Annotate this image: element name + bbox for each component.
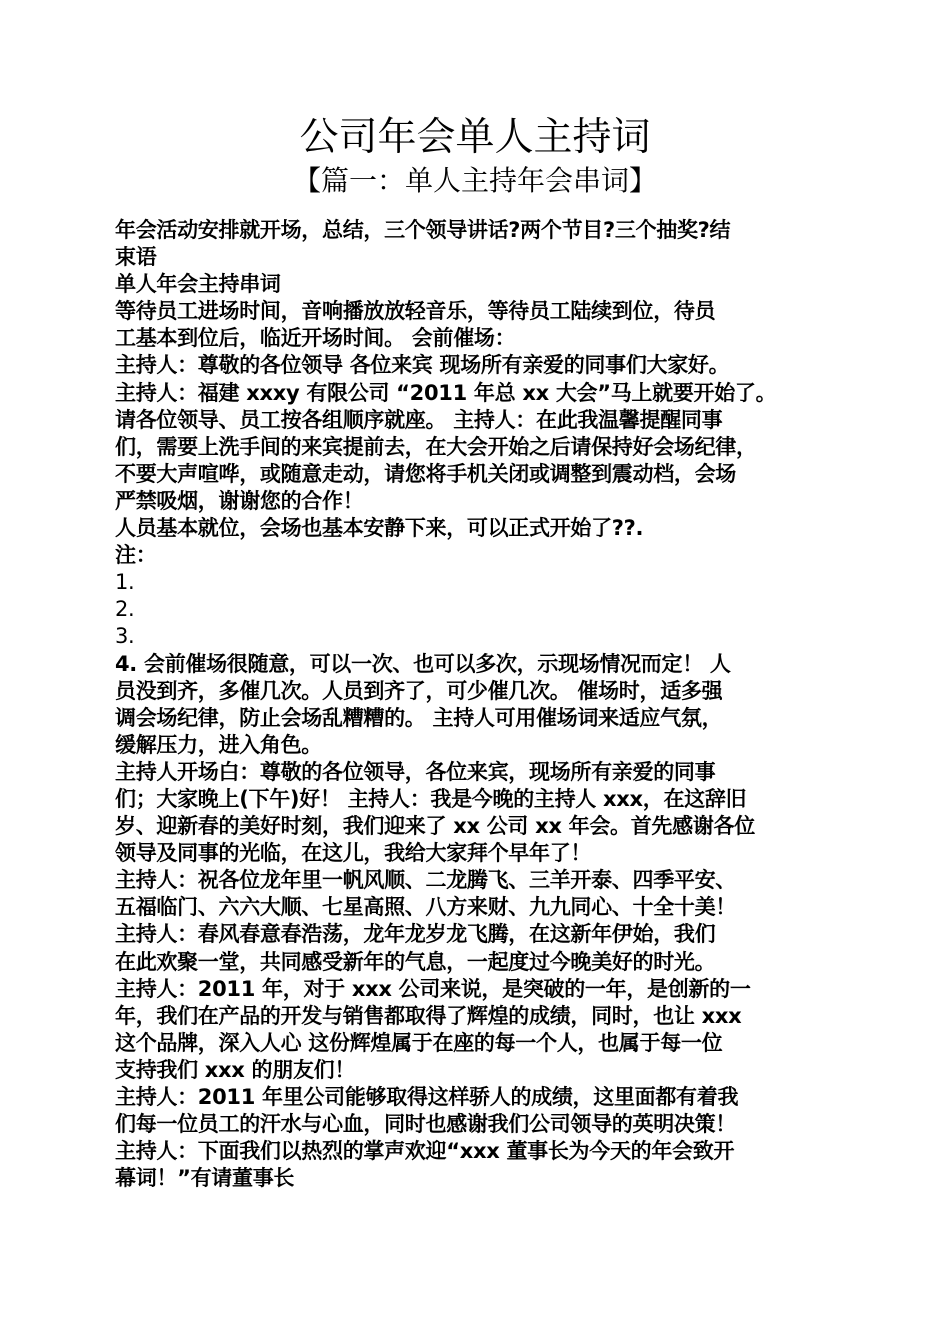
body-line: 主持人开场白：尊敬的各位领导，各位来宾，现场所有亲爱的同事 — [115, 759, 716, 784]
body-line: 束语 — [115, 245, 157, 270]
document-subtitle: 【篇一：单人主持年会串词】 — [292, 164, 657, 197]
body-line: 年会活动安排就开场，总结，三个领导讲话?两个节目?三个抽奖?结 — [115, 218, 731, 242]
body-line: 工基本到位后，临近开场时间。 会前催场： — [115, 326, 516, 351]
body-line: 岁、迎新春的美好时刻，我们迎来了 xx 公司 xx 年会。首先感谢各位 — [115, 814, 755, 839]
body-line: 缓解压力，进入角色。 — [115, 732, 322, 757]
body-line: 主持人：福建 xxxy 有限公司 “2011 年总 xx 大会”马上就要开始了。 — [115, 380, 777, 405]
body-line: 员没到齐，多催几次。人员到齐了，可少催几次。 催场时，适多强 — [115, 678, 723, 703]
body-line: 等待员工进场时间，音响播放放轻音乐，等待员工陆续到位，待员 — [115, 299, 716, 324]
body-line: 调会场纪律，防止会场乱糟糟的。 主持人可用催场词来适应气氛， — [115, 705, 723, 730]
body-line: 不要大声喧哗，或随意走动，请您将手机关闭或调整到震动档，会场 — [115, 461, 736, 486]
body-line: 请各位领导、员工按各组顺序就座。 主持人：在此我温馨提醒同事 — [115, 407, 723, 432]
body-line: 幕词！”有请董事长 — [115, 1166, 295, 1191]
body-line: 主持人：春风春意春浩荡，龙年龙岁龙飞腾，在这新年伊始，我们 — [115, 922, 716, 947]
document-title: 公司年会单人主持词 — [299, 115, 651, 160]
body-line: 人员基本就位，会场也基本安静下来，可以正式开始了??. — [115, 516, 644, 541]
body-line: 在此欢聚一堂，共同感受新年的气息，一起度过今晚美好的时光。 — [115, 949, 716, 974]
body-line: 主持人：2011 年里公司能够取得这样骄人的成绩，这里面都有着我 — [115, 1085, 739, 1109]
body-line: 严禁吸烟，谢谢您的合作！ — [115, 488, 364, 513]
body-line: 4. 会前催场很随意，可以一次、也可以多次，示现场情况而定！ 人 — [115, 651, 731, 676]
body-line: 注： — [115, 543, 157, 568]
body-line: 们每一位员工的汗水与心血，同时也感谢我们公司领导的英明决策！ — [115, 1112, 736, 1137]
body-line: 们，需要上洗手间的来宾提前去，在大会开始之后请保持好会场纪律， — [115, 434, 757, 459]
body-line: 五福临门、六六大顺、七星高照、八方来财、九九同心、十全十美！ — [115, 895, 736, 920]
body-line: 单人年会主持串词 — [115, 272, 281, 297]
list-number: 3. — [115, 624, 135, 649]
body-line: 们；大家晚上(下午)好！ 主持人：我是今晚的主持人 xxx，在这辞旧 — [115, 786, 747, 811]
body-line: 主持人：下面我们以热烈的掌声欢迎“xxx 董事长为今天的年会致开 — [115, 1139, 735, 1164]
list-number: 1. — [115, 570, 135, 595]
body-line: 主持人：尊敬的各位领导 各位来宾 现场所有亲爱的同事们大家好。 — [115, 353, 730, 378]
body-line: 支持我们 xxx 的朋友们！ — [115, 1057, 356, 1082]
body-line: 主持人：祝各位龙年里一帆风顺、二龙腾飞、三羊开泰、四季平安、 — [115, 868, 736, 893]
body-line: 主持人：2011 年，对于 xxx 公司来说，是突破的一年，是创新的一 — [115, 976, 751, 1001]
list-number: 2. — [115, 597, 135, 622]
document-body — [115, 217, 837, 1192]
body-line: 这个品牌，深入人心 这份辉煌属于在座的每一个人，也属于每一位 — [115, 1030, 723, 1055]
body-line: 年，我们在产品的开发与销售都取得了辉煌的成绩，同时，也让 xxx — [115, 1003, 742, 1028]
body-line: 领导及同事的光临，在这儿，我给大家拜个早年了！ — [115, 841, 592, 866]
